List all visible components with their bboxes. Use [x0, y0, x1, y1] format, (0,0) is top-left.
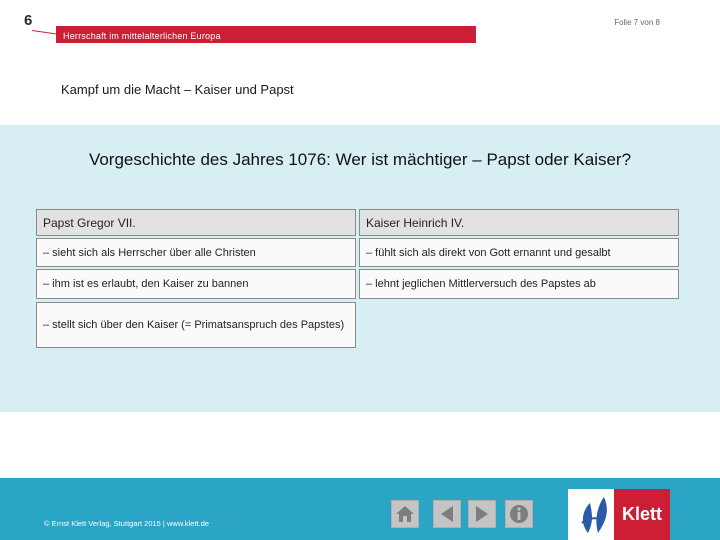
content-area [0, 125, 720, 412]
section-subtitle: Kampf um die Macht – Kaiser und Papst [61, 82, 294, 97]
table-header-left: Papst Gregor VII. [36, 209, 356, 236]
home-button[interactable] [391, 500, 419, 528]
footer [0, 478, 720, 540]
table-cell: – stellt sich über den Kaiser (= Primatsanspruch des Papstes) [36, 302, 356, 348]
chapter-banner: Herrschaft im mittelalterlichen Europa [56, 26, 476, 43]
klett-logo-mark-icon [576, 493, 616, 535]
klett-logo [568, 489, 670, 540]
slide-counter: Folie 7 von 8 [614, 18, 660, 27]
table-cell: – lehnt jeglichen Mittlerversuch des Papstes ab [359, 269, 679, 299]
header-accent-line [32, 30, 56, 34]
slide-title: Vorgeschichte des Jahres 1076: Wer ist mächtiger – Papst oder Kaiser? [88, 150, 632, 169]
table-header-right: Kaiser Heinrich IV. [359, 209, 679, 236]
chapter-number: 6 [24, 12, 33, 29]
next-button[interactable] [468, 500, 496, 528]
table-cell: – fühlt sich als direkt von Gott ernannt und gesalbt [359, 238, 679, 267]
previous-button[interactable] [433, 500, 461, 528]
info-icon [509, 504, 529, 524]
previous-icon [438, 505, 456, 523]
info-button[interactable] [505, 500, 533, 528]
klett-logo-text: Klett [614, 489, 670, 540]
table-cell: – sieht sich als Herrscher über alle Christen [36, 238, 356, 267]
table-cell: – ihm ist es erlaubt, den Kaiser zu bannen [36, 269, 356, 299]
home-icon [395, 505, 415, 523]
next-icon [473, 505, 491, 523]
copyright-text: © Ernst Klett Verlag, Stuttgart 2015 | www.klett.de [44, 519, 210, 528]
